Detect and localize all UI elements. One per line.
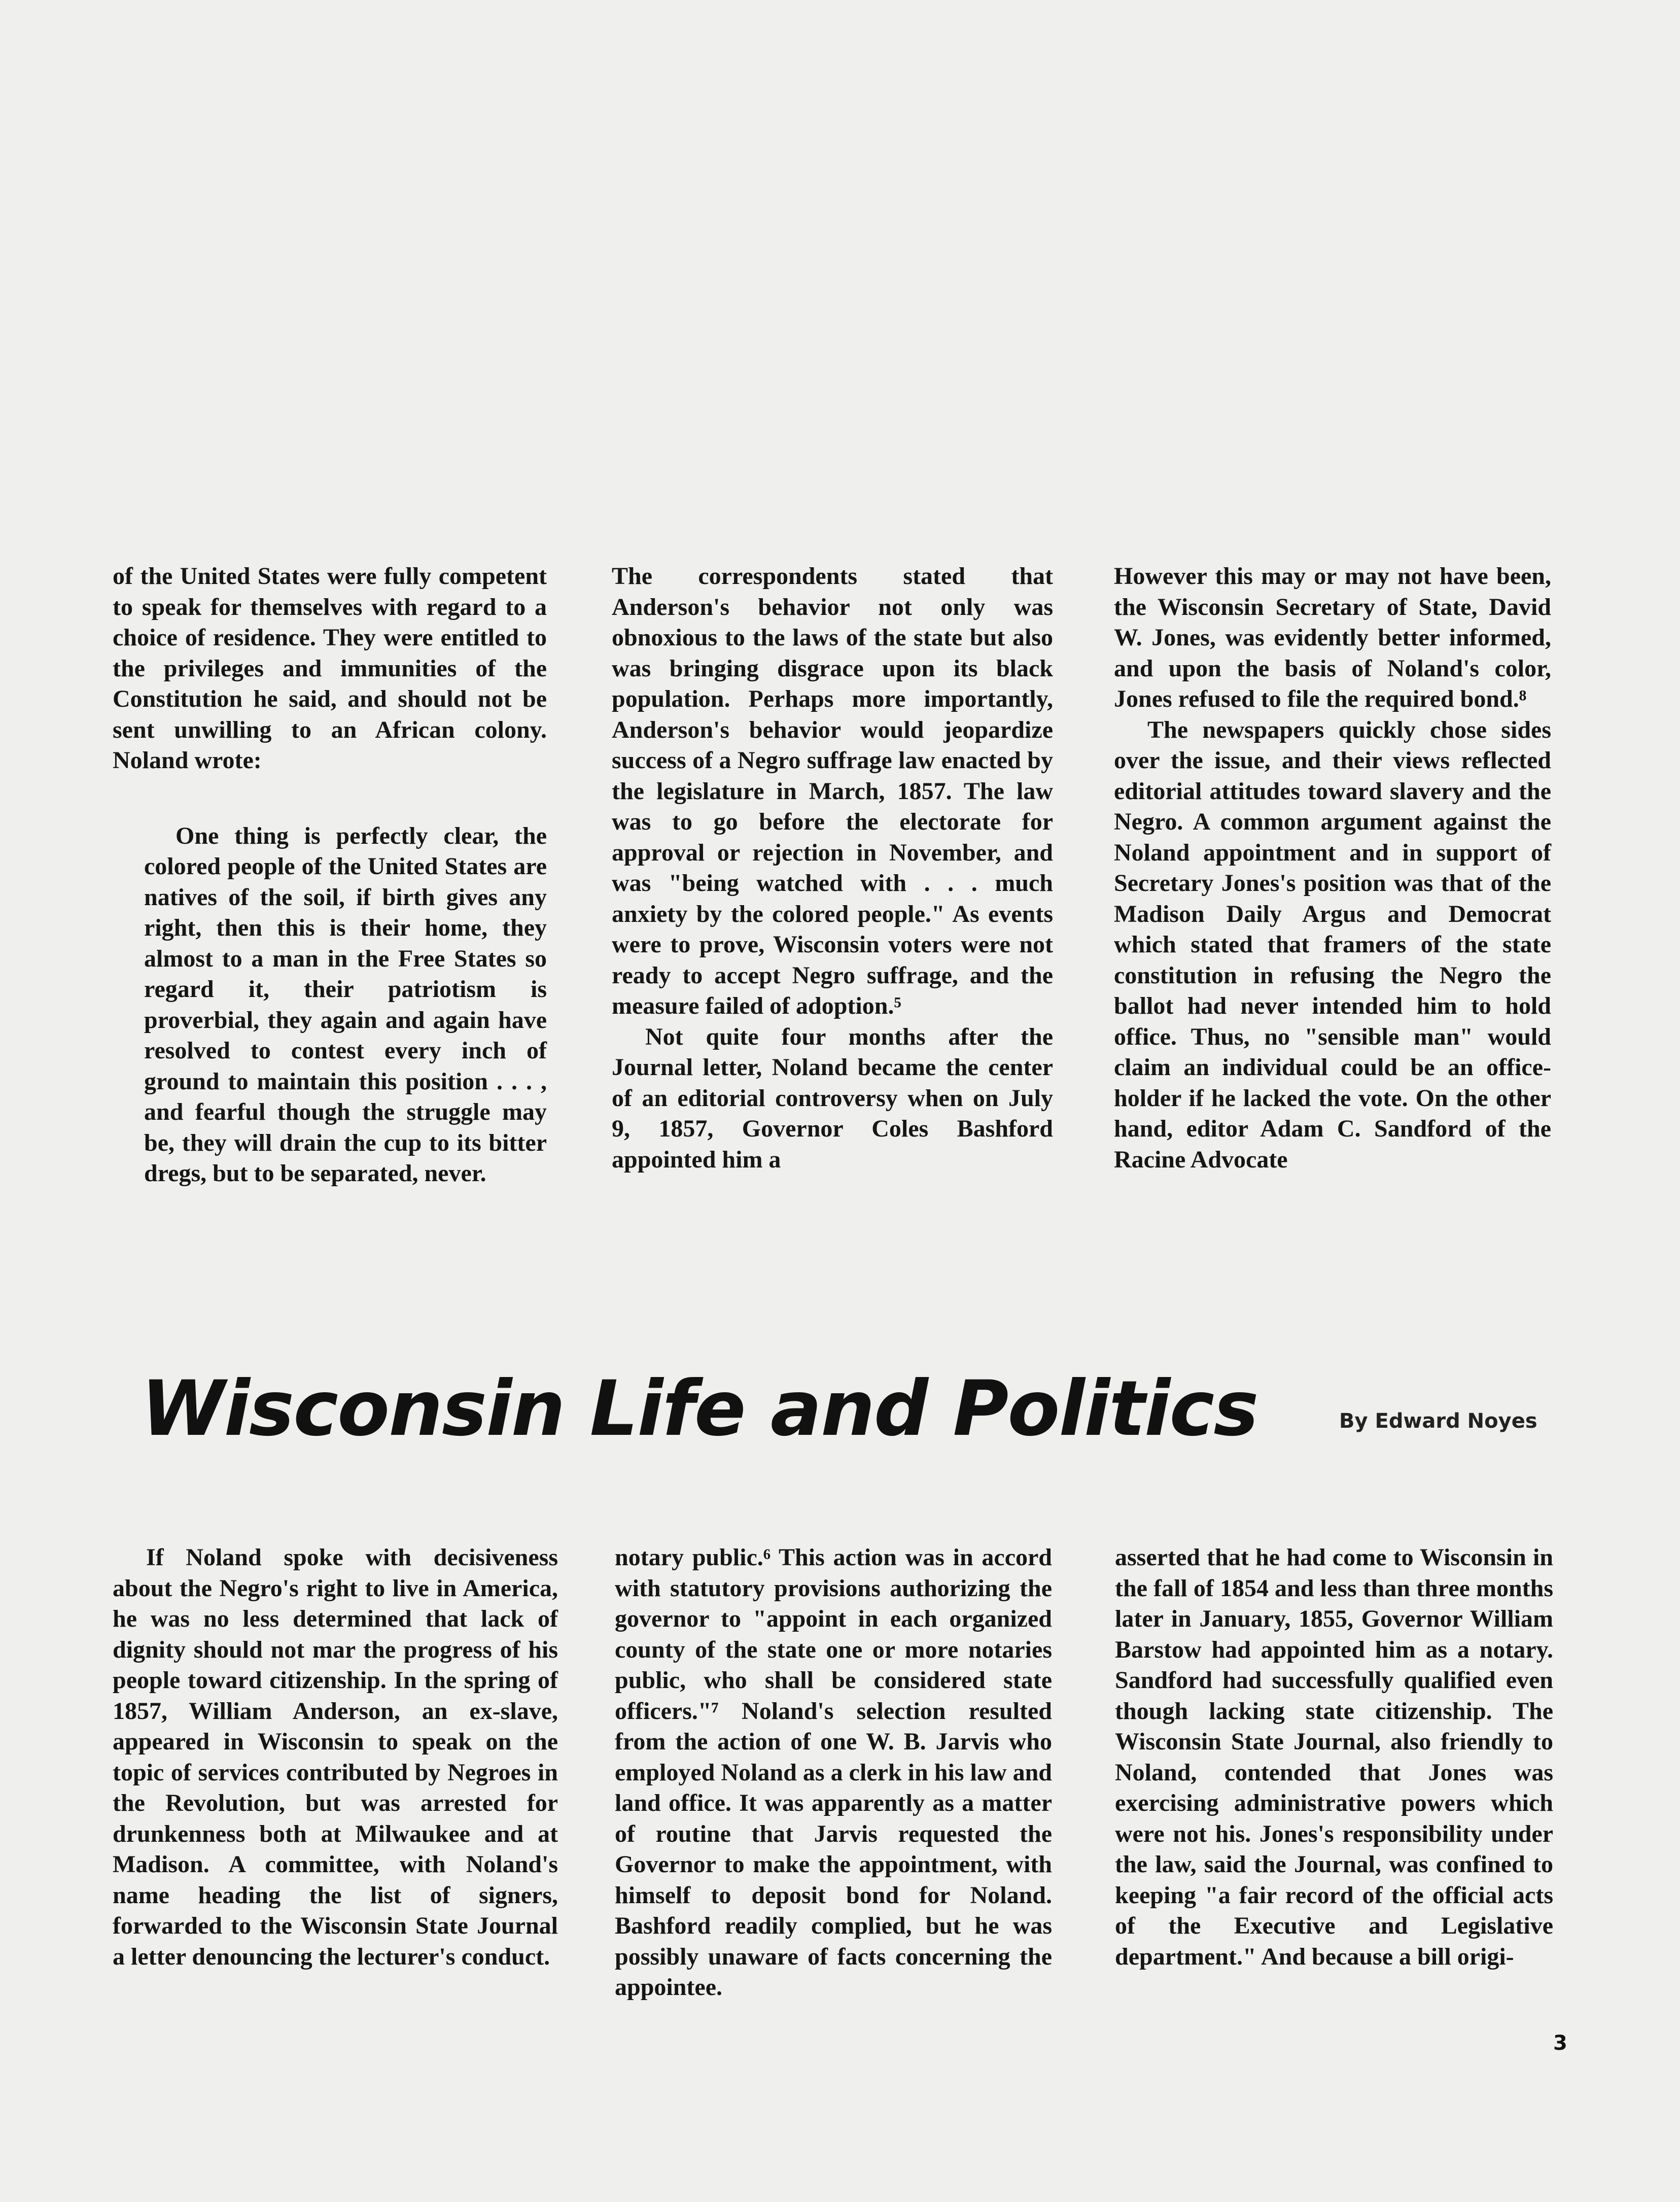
bottom-column-2 (615, 1542, 1052, 2003)
paragraph: If Noland spoke with decisiveness about the Negro's right to live in America, he was no less determined that lack of dignity should not mar the progress of his people toward citizenship. In the spring of 1857, William Anderson, an ex-slave, appeared in Wisconsin to speak on the topic of services contributed by Negroes in the Revolution, but was arrested for drunkenness both at Milwaukee and at Madison. A committee, with Noland's name heading the list of signers, forwarded to the Wisconsin State Journal a letter denouncing the lecturer's conduct. (113, 1544, 558, 1970)
paragraph: Not quite four months after the Journal letter, Noland became the center of an editorial controversy when on July 9, 1857, Governor Coles Bashford appointed him a (612, 1023, 1053, 1173)
bottom-column-3 (1115, 1542, 1553, 1972)
paragraph: The newspapers quickly chose sides over the issue, and their views reflected editorial attitudes toward slavery and the Negro. A common argument against the Noland appointment and in support of Secretary Jones's position was that of the Madison Daily Argus and Democrat which stated that framers of the state constitution in refusing the Negro the ballot had never intended him to hold office. Thus, no "sensible man" would claim an individual could be an office-holder if he lacked the vote. On the other hand, editor Adam C. Sandford of the Racine Advocate (1114, 716, 1551, 1173)
top-column-1 (113, 561, 547, 1189)
top-column-2 (612, 561, 1053, 1175)
paragraph: However this may or may not have been, the Wisconsin Secretary of State, David W. Jones, was evidently better informed, and upon the basis of Noland's color, Jones refused to file the required bond.⁸ (1114, 563, 1551, 712)
block-quote (144, 821, 547, 1189)
article-title: Wisconsin Life and Politics (141, 1365, 1258, 1453)
top-column-3 (1114, 561, 1551, 1175)
paragraph: notary public.⁶ This action was in accord with statutory provisions authorizing the governor to "appoint in each organized county of the state one or more notaries public, who shall be considered state officers."⁷ Noland's selection resulted from the action of one W. B. Jarvis who employed Noland as a clerk in his law and land office. It was apparently as a matter of routine that Jarvis requested the Governor to make the appointment, with himself to deposit bond for Noland. Bashford readily complied, but he was possibly unaware of facts concerning the appointee. (615, 1544, 1052, 2001)
paragraph: The correspondents stated that Anderson's behavior not only was obnoxious to the laws of the state but also was bringing disgrace upon its black population. Perhaps more importantly, Anderson's behavior would jeopardize success of a Negro suffrage law enacted by the legislature in March, 1857. The law was to go before the electorate for approval or rejection in November, and was "being watched with . . . much anxiety by the colored people." As events were to prove, Wisconsin voters were not ready to accept Negro suffrage, and the measure failed of adoption.⁵ (612, 563, 1053, 1019)
byline: By Edward Noyes (1339, 1409, 1537, 1433)
bottom-column-1 (113, 1542, 558, 1972)
paragraph: of the United States were fully competent to speak for themselves with regard to a choice of residence. They were entitled to the privileges and immunities of the Constitution he said, and should not be sent unwilling to an African colony. Noland wrote: (113, 563, 547, 774)
quote-text: One thing is perfectly clear, the colored people of the United States are natives of the soil, if birth gives any right, then this is their home, they almost to a man in the Free States so regard it, their patriotism is proverbial, they again and again have resolved to contest every inch of ground to maintain this position . . . , and fearful though the struggle may be, they will drain the cup to its bitter dregs, but to be separated, never. (144, 822, 547, 1187)
paragraph: asserted that he had come to Wisconsin in the fall of 1854 and less than three months later in January, 1855, Governor William Barstow had appointed him as a notary. Sandford had successfully qualified even though lacking state citizenship. The Wisconsin State Journal, also friendly to Noland, contended that Jones was exercising administrative powers which were not his. Jones's responsibility under the law, said the Journal, was confined to keeping "a fair record of the official acts of the Executive and Legislative department." And because a bill origi- (1115, 1544, 1553, 1970)
page-number: 3 (1553, 2032, 1567, 2055)
